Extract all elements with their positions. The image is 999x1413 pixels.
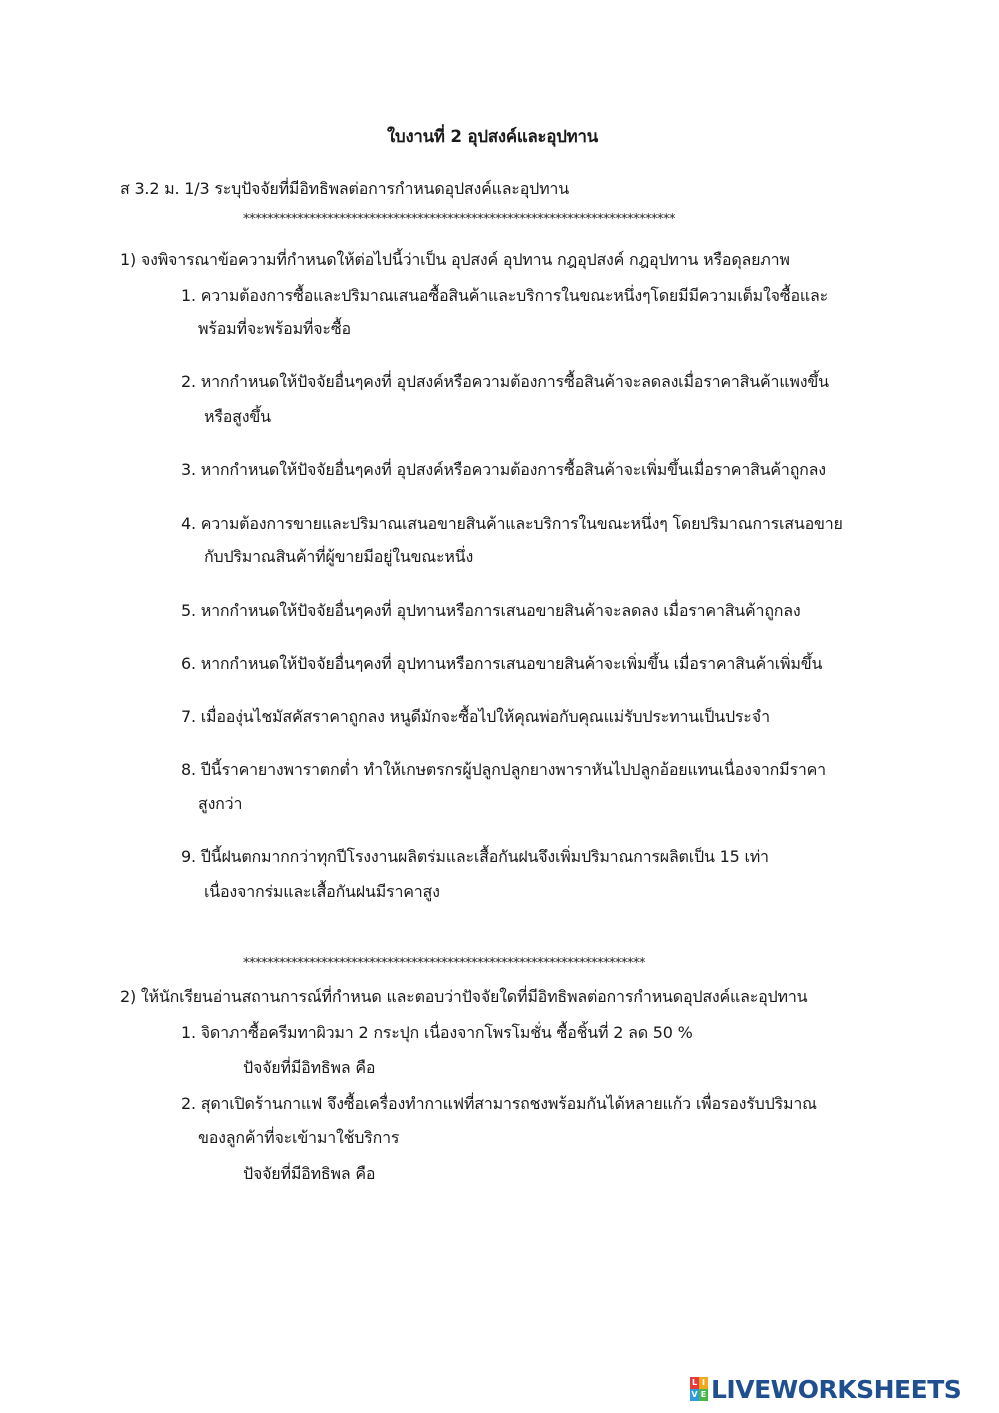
part1-item-1: 1. ความต้องการซื้อและปริมาณเสนอซื้อสินค้าและบริการในขณะหนึ่งๆโดยมีมีความเต็มใจซื้อและ <box>181 286 828 305</box>
part1-item-9: 9. ปีนี้ฝนตกมากกว่าทุกปีโรงงานผลิตร่มและเสื้อกันฝนจึงเพิ่มปริมาณการผลิตเป็น 15 เท่า <box>181 847 769 866</box>
part1-item-2: 2. หากกำหนดให้ปัจจัยอื่นๆคงที่ อุปสงค์หรือความต้องการซื้อสินค้าจะลดลงเมื่อราคาสินค้าแพงขึ้น <box>181 372 829 391</box>
part2-item-2-cont: ของลูกค้าที่จะเข้ามาใช้บริการ <box>198 1128 400 1147</box>
part2-item-1: 1. จิดาภาซื้อครีมทาผิวมา 2 กระปุก เนื่องจากโพรโมชั่น ซื้อชิ้นที่ 2 ลด 50 % <box>181 1023 693 1042</box>
brand-wordmark: LIVEWORKSHEETS <box>711 1374 962 1404</box>
part1-item-4-cont: กับปริมาณสินค้าที่ผู้ขายมีอยู่ในขณะหนึ่ง <box>204 547 474 566</box>
part2-item-2-answer-label: ปัจจัยที่มีอิทธิพล คือ <box>243 1164 376 1183</box>
part1-item-8: 8. ปีนี้ราคายางพาราตกต่ำ ทำให้เกษตรกรผู้ปลูกปลูกยางพาราหันไปปลูกอ้อยแทนเนื่องจากมีราคา <box>181 760 826 779</box>
separator-top: ************************************************************************ <box>243 212 675 227</box>
logo-letter-v: V <box>691 1390 698 1399</box>
liveworksheets-logo-icon <box>690 1377 708 1401</box>
part1-item-1-cont: พร้อมที่จะพร้อมที่จะซื้อ <box>198 319 351 338</box>
part2-item-1-answer-label: ปัจจัยที่มีอิทธิพล คือ <box>243 1058 376 1077</box>
part1-item-6: 6. หากกำหนดให้ปัจจัยอื่นๆคงที่ อุปทานหรือการเสนอขายสินค้าจะเพิ่มขึ้น เมื่อราคาสินค้าเพิ่มขึ้น <box>181 654 823 673</box>
part1-item-9-cont: เนื่องจากร่มและเสื้อกันฝนมีราคาสูง <box>204 882 440 901</box>
liveworksheets-brand <box>690 1374 961 1404</box>
logo-letter-l: L <box>691 1378 698 1387</box>
part1-item-7: 7. เมื่อองุ่นไชมัสคัสราคาถูกลง หนูดีมักจะซื้อไปให้คุณพ่อกับคุณแม่รับประทานเป็นประจำ <box>181 707 770 726</box>
part1-instruction: 1) จงพิจารณาข้อความที่กำหนดให้ต่อไปนี้ว่าเป็น อุปสงค์ อุปทาน กฎอุปสงค์ กฎอุปทาน หรือดุลยภาพ <box>120 250 790 269</box>
part1-item-3: 3. หากกำหนดให้ปัจจัยอื่นๆคงที่ อุปสงค์หรือความต้องการซื้อสินค้าจะเพิ่มขึ้นเมื่อราคาสินค้าถูกลง <box>181 460 826 479</box>
part1-item-4: 4. ความต้องการขายและปริมาณเสนอขายสินค้าและบริการในขณะหนึ่งๆ โดยปริมาณการเสนอขาย <box>181 514 843 533</box>
logo-letter-e: E <box>700 1390 707 1399</box>
part1-item-5: 5. หากกำหนดให้ปัจจัยอื่นๆคงที่ อุปทานหรือการเสนอขายสินค้าจะลดลง เมื่อราคาสินค้าถูกลง <box>181 601 801 620</box>
separator-middle: ******************************************************************* <box>243 956 645 971</box>
part1-item-8-cont: สูงกว่า <box>198 794 243 813</box>
standard-line: ส 3.2 ม. 1/3 ระบุปัจจัยที่มีอิทธิพลต่อการกำหนดอุปสงค์และอุปทาน <box>120 179 569 198</box>
part1-item-2-cont: หรือสูงขึ้น <box>204 407 271 426</box>
part2-instruction: 2) ให้นักเรียนอ่านสถานการณ์ที่กำหนด และตอบว่าปัจจัยใดที่มีอิทธิพลต่อการกำหนดอุปสงค์และอุปทาน <box>120 987 808 1006</box>
page-title: ใบงานที่ 2 อุปสงค์และอุปทาน <box>387 127 598 147</box>
part2-item-2: 2. สุดาเปิดร้านกาแฟ จึงซื้อเครื่องทำกาแฟที่สามารถชงพร้อมกันได้หลายแก้ว เพื่อรองรับปริมาณ <box>181 1094 817 1113</box>
logo-letter-i: I <box>699 1377 708 1389</box>
